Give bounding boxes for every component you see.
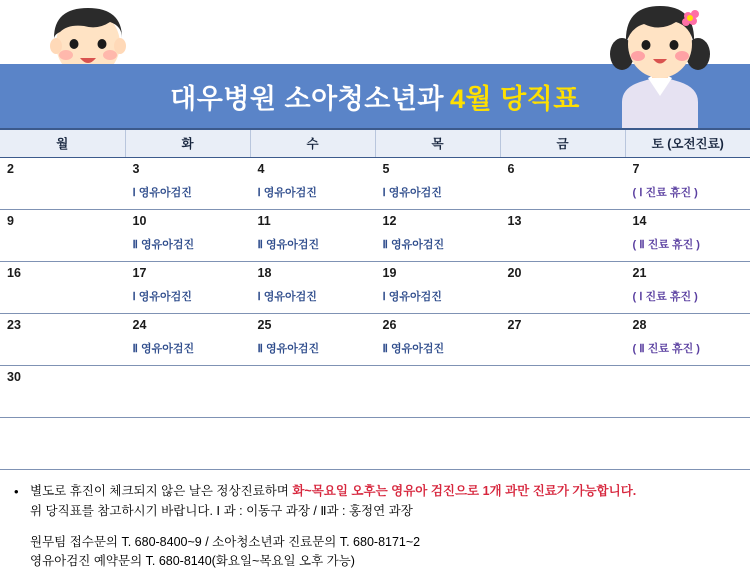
- calendar-cell: [500, 365, 625, 417]
- calendar-cell: [500, 209, 625, 261]
- day-event: Ⅱ 영유아검진: [257, 238, 320, 251]
- day-number: 27: [507, 317, 522, 332]
- day-event-rest: ( Ⅱ 진료 휴진 ): [632, 342, 700, 355]
- day-event: Ⅱ 영유아검진: [132, 342, 195, 355]
- calendar-cell: [375, 261, 500, 313]
- day-event: Ⅱ 영유아검진: [132, 238, 195, 251]
- calendar-cell: [250, 209, 375, 261]
- calendar-cell: [250, 313, 375, 365]
- column-header-sat: 토 (오전진료): [625, 129, 750, 157]
- day-number: 18: [257, 265, 272, 280]
- page-title-accent: 4월 당직표: [449, 83, 580, 114]
- table-row: [0, 261, 750, 313]
- day-number: 23: [7, 317, 21, 332]
- table-bottom-spacer: [0, 417, 750, 469]
- day-number: 21: [632, 265, 647, 280]
- day-number: 14: [632, 213, 647, 228]
- day-number: 9: [7, 213, 14, 228]
- calendar-cell: [0, 261, 125, 313]
- calendar-cell: [0, 365, 125, 417]
- table-header-row: [0, 129, 750, 157]
- day-number: 6: [507, 161, 515, 176]
- day-event: Ⅱ 영유아검진: [257, 342, 320, 355]
- day-event: Ⅰ 영유아검진: [132, 290, 192, 303]
- calendar-cell: [125, 313, 250, 365]
- day-number: 26: [382, 317, 397, 332]
- table-row: [0, 313, 750, 365]
- day-number: 16: [7, 265, 21, 280]
- day-number: 12: [382, 213, 397, 228]
- column-header-wed: 수: [250, 129, 375, 157]
- day-number: 17: [132, 265, 147, 280]
- contact-info: [30, 533, 736, 571]
- day-number: 7: [632, 161, 640, 176]
- day-number: 10: [132, 213, 147, 228]
- phone-line-1: 원무팀 접수문의 T. 680-8400~9 / 소아청소년과 진료문의 T. 680-8171~2: [30, 534, 421, 549]
- calendar-cell: [500, 313, 625, 365]
- day-event: Ⅰ 영유아검진: [382, 290, 442, 303]
- table-row: [0, 209, 750, 261]
- calendar-cell: [625, 365, 750, 417]
- day-event: Ⅱ 영유아검진: [382, 342, 445, 355]
- day-number: 20: [507, 265, 522, 280]
- note-primary: [14, 482, 736, 521]
- note-line-1: [30, 482, 736, 501]
- calendar-cell: [625, 313, 750, 365]
- calendar-cell: [375, 365, 500, 417]
- calendar-cell: [250, 261, 375, 313]
- calendar-cell: [375, 157, 500, 209]
- day-number: 11: [257, 213, 271, 228]
- table-row: [0, 365, 750, 417]
- calendar-cell: [625, 209, 750, 261]
- day-number: 4: [257, 161, 265, 176]
- calendar-cell: [125, 365, 250, 417]
- calendar-cell: [375, 209, 500, 261]
- calendar-cell: [375, 313, 500, 365]
- column-header-thu: 목: [375, 129, 500, 157]
- table-row: [0, 157, 750, 209]
- bullet-icon: •: [14, 483, 19, 499]
- calendar-cell: [625, 157, 750, 209]
- column-header-fri: 금: [500, 129, 625, 157]
- calendar-cell: [250, 365, 375, 417]
- day-event-rest: ( Ⅱ 진료 휴진 ): [632, 238, 700, 251]
- calendar-cell: [125, 209, 250, 261]
- day-number: 3: [132, 161, 140, 176]
- day-event: Ⅰ 영유아검진: [257, 186, 317, 199]
- calendar-cell: [500, 157, 625, 209]
- calendar-cell: [250, 157, 375, 209]
- day-number: 25: [257, 317, 272, 332]
- day-event: Ⅰ 영유아검진: [132, 186, 192, 199]
- day-event: Ⅰ 영유아검진: [382, 186, 442, 199]
- page-header: [0, 0, 750, 128]
- calendar-cell: [125, 157, 250, 209]
- column-header-mon: 월: [0, 129, 125, 157]
- calendar-cell: [625, 261, 750, 313]
- calendar-cell: [0, 417, 750, 469]
- phone-line-2: 영유아검진 예약문의 T. 680-8140(화요일~목요일 오후 가능): [30, 553, 355, 568]
- column-header-tue: 화: [125, 129, 250, 157]
- note-line-1-highlight: 화~목요일 오후는 영유아 검진으로 1개 과만 진료가 가능합니다.: [292, 483, 637, 498]
- day-event-rest: ( Ⅰ 진료 휴진 ): [632, 290, 698, 303]
- calendar-cell: [0, 157, 125, 209]
- day-number: 5: [382, 161, 390, 176]
- day-number: 24: [132, 317, 147, 332]
- day-event: Ⅰ 영유아검진: [257, 290, 317, 303]
- day-number: 19: [382, 265, 397, 280]
- calendar-cell: [500, 261, 625, 313]
- note-line-2: 위 당직표를 참고하시기 바랍니다. Ⅰ 과 : 이동구 과장 / Ⅱ과 : 홍정연 과장: [30, 503, 413, 518]
- note-line-1-text: 별도로 휴진이 체크되지 않은 날은 정상진료하며: [30, 483, 293, 498]
- day-event-rest: ( Ⅰ 진료 휴진 ): [632, 186, 698, 199]
- duty-schedule-table: [0, 128, 750, 470]
- day-number: 2: [7, 161, 14, 176]
- day-number: 28: [632, 317, 647, 332]
- notes-section: [0, 470, 750, 571]
- calendar-cell: [0, 313, 125, 365]
- page-title-main: 대우병원 소아청소년과: [170, 83, 444, 114]
- calendar-cell: [0, 209, 125, 261]
- girl-character-icon: [600, 0, 720, 128]
- day-number: 13: [507, 213, 522, 228]
- day-event: Ⅱ 영유아검진: [382, 238, 445, 251]
- calendar-cell: [125, 261, 250, 313]
- day-number: 30: [7, 369, 21, 384]
